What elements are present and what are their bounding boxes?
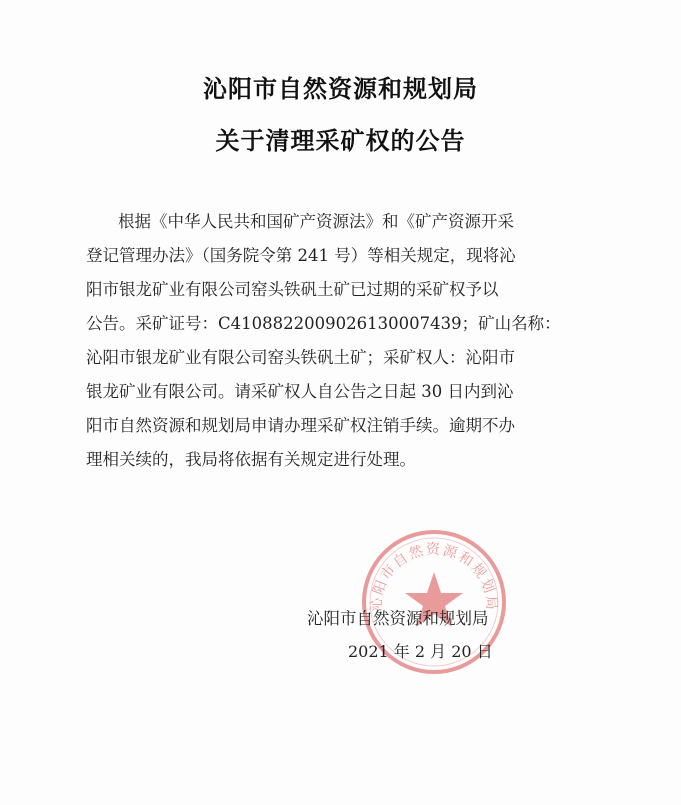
seal-text: 沁阳市自然资源和规划局 xyxy=(368,542,500,613)
body-paragraph-line: 根据《中华人民共和国矿产资源法》和《矿产资源开采 xyxy=(118,212,514,231)
body-paragraph-line: 理相关续的，我局将依据有关规定进行处理。 xyxy=(86,450,416,469)
document-title-subject: 关于清理采矿权的公告 xyxy=(215,126,466,155)
body-paragraph-line: 登记管理办法》（国务院令第 241 号）等相关规定，现将沁 xyxy=(86,246,516,265)
body-paragraph-line: 沁阳市银龙矿业有限公司窑头铁矾土矿；采矿权人：沁阳市 xyxy=(86,348,515,367)
signature-date: 2021 年 2 月 20 日 xyxy=(348,642,493,661)
document-title-issuer: 沁阳市自然资源和规划局 xyxy=(203,74,478,103)
body-paragraph-line: 阳市银龙矿业有限公司窑头铁矾土矿已过期的采矿权予以 xyxy=(86,280,499,299)
body-paragraph-line: 银龙矿业有限公司。请采矿权人自公告之日起 30 日内到沁 xyxy=(86,382,514,401)
body-paragraph-line: 公告。采矿证号：C4108822009026130007439；矿山名称： xyxy=(86,314,561,333)
body-paragraph-line: 阳市自然资源和规划局申请办理采矿权注销手续。逾期不办 xyxy=(86,416,515,435)
signature-issuer: 沁阳市自然资源和规划局 xyxy=(307,609,489,628)
